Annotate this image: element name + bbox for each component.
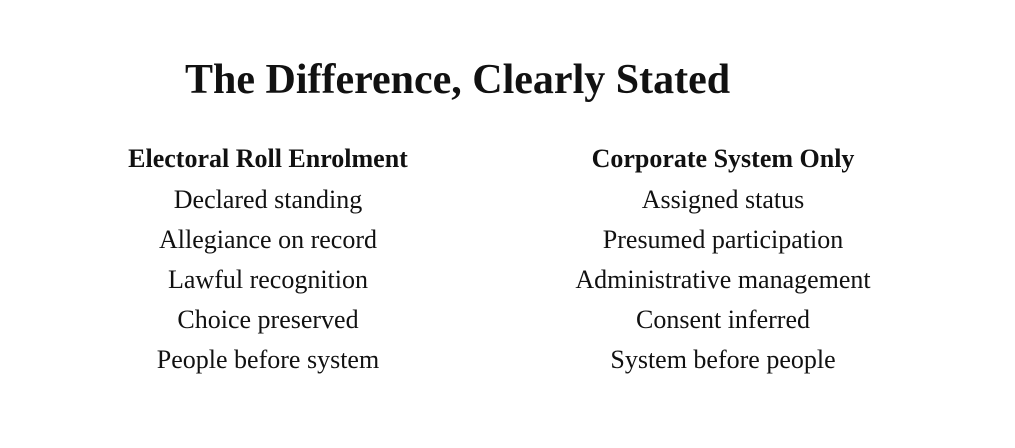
column-heading: Electoral Roll Enrolment	[128, 144, 408, 173]
list-item: Declared standing	[173, 185, 363, 214]
list-item: Presumed participation	[602, 225, 844, 254]
list-item: System before people	[610, 345, 836, 374]
list-item: Allegiance on record	[158, 225, 377, 254]
list-item: Choice preserved	[177, 305, 359, 334]
corporate-system-column	[543, 140, 903, 380]
column-heading: Corporate System Only	[591, 144, 855, 173]
list-item: People before system	[156, 345, 380, 374]
page-title: The Difference, Clearly Stated	[185, 57, 731, 103]
electoral-roll-column	[88, 140, 448, 380]
list-item: Consent inferred	[635, 305, 810, 334]
list-item: Administrative management	[575, 265, 871, 294]
list-item: Lawful recognition	[168, 265, 368, 294]
list-item: Assigned status	[641, 185, 805, 214]
